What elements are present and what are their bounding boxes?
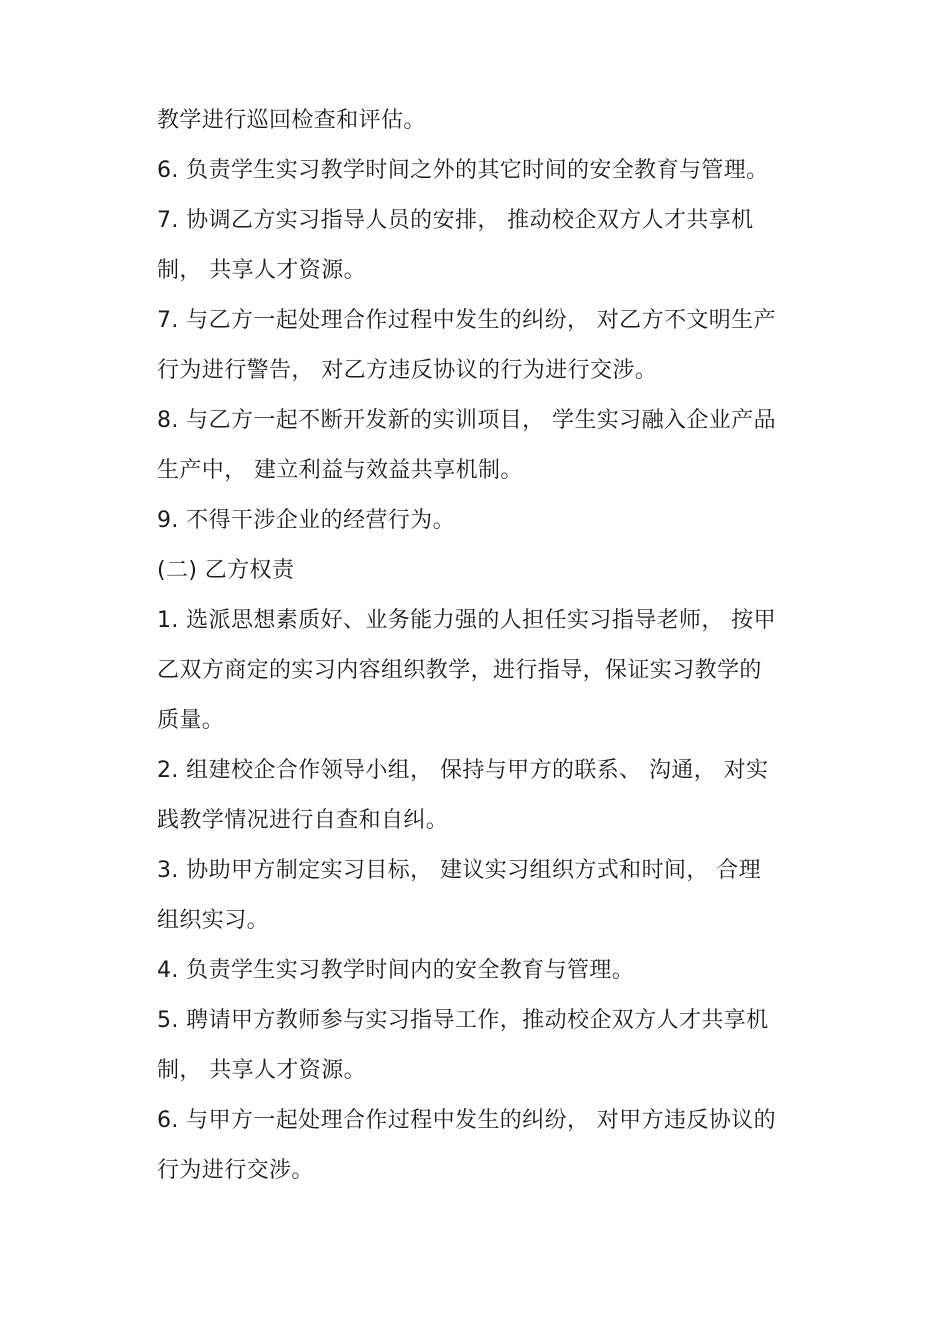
paragraph-4 [157, 396, 809, 496]
text-line: 6. 负责学生实习教学时间之外的其它时间的安全教育与管理。 [157, 158, 769, 183]
text-line: 践教学情况进行自查和自纠。 [157, 808, 449, 833]
text-line: 2. 组建校企合作领导小组， 保持与甲方的联系、 沟通， 对实 [157, 758, 769, 783]
paragraph-2 [157, 196, 809, 296]
paragraph-11 [157, 996, 809, 1096]
text-line: 制， 共享人才资源。 [157, 258, 366, 283]
text-line: (二) 乙方权责 [157, 558, 295, 583]
section-heading [157, 546, 809, 596]
text-line: 8. 与乙方一起不断开发新的实训项目， 学生实习融入企业产品 [157, 408, 776, 433]
text-line: 1. 选派思想素质好、业务能力强的人担任实习指导老师， 按甲 [157, 608, 776, 633]
paragraph-9 [157, 846, 809, 946]
paragraph-10 [157, 946, 809, 996]
text-line: 6. 与甲方一起处理合作过程中发生的纠纷， 对甲方违反协议的 [157, 1108, 776, 1133]
paragraph-0 [157, 96, 809, 146]
paragraph-12 [157, 1096, 809, 1196]
paragraph-3 [157, 296, 809, 396]
text-line: 4. 负责学生实习教学时间内的安全教育与管理。 [157, 958, 635, 983]
text-line: 生产中， 建立利益与效益共享机制。 [157, 458, 523, 483]
paragraph-8 [157, 746, 809, 846]
text-line: 组织实习。 [157, 908, 270, 933]
text-line: 行为进行交涉。 [157, 1158, 314, 1183]
text-line: 质量。 [157, 708, 225, 733]
text-line: 9. 不得干涉企业的经营行为。 [157, 508, 455, 533]
text-line: 7. 协调乙方实习指导人员的安排， 推动校企双方人才共享机 [157, 208, 754, 233]
text-line: 行为进行警告， 对乙方违反协议的行为进行交涉。 [157, 358, 658, 383]
paragraph-1 [157, 146, 809, 196]
paragraph-7 [157, 596, 809, 746]
paragraph-5 [157, 496, 809, 546]
text-line: 乙双方商定的实习内容组织教学，进行指导，保证实习教学的 [157, 658, 762, 683]
text-line: 3. 协助甲方制定实习目标， 建议实习组织方式和时间， 合理 [157, 858, 761, 883]
document-body [157, 96, 809, 1196]
text-line: 制， 共享人才资源。 [157, 1058, 366, 1083]
text-line: 教学进行巡回检查和评估。 [157, 108, 426, 133]
text-line: 5. 聘请甲方教师参与实习指导工作，推动校企双方人才共享机 [157, 1008, 769, 1033]
text-line: 7. 与乙方一起处理合作过程中发生的纠纷， 对乙方不文明生产 [157, 308, 776, 333]
